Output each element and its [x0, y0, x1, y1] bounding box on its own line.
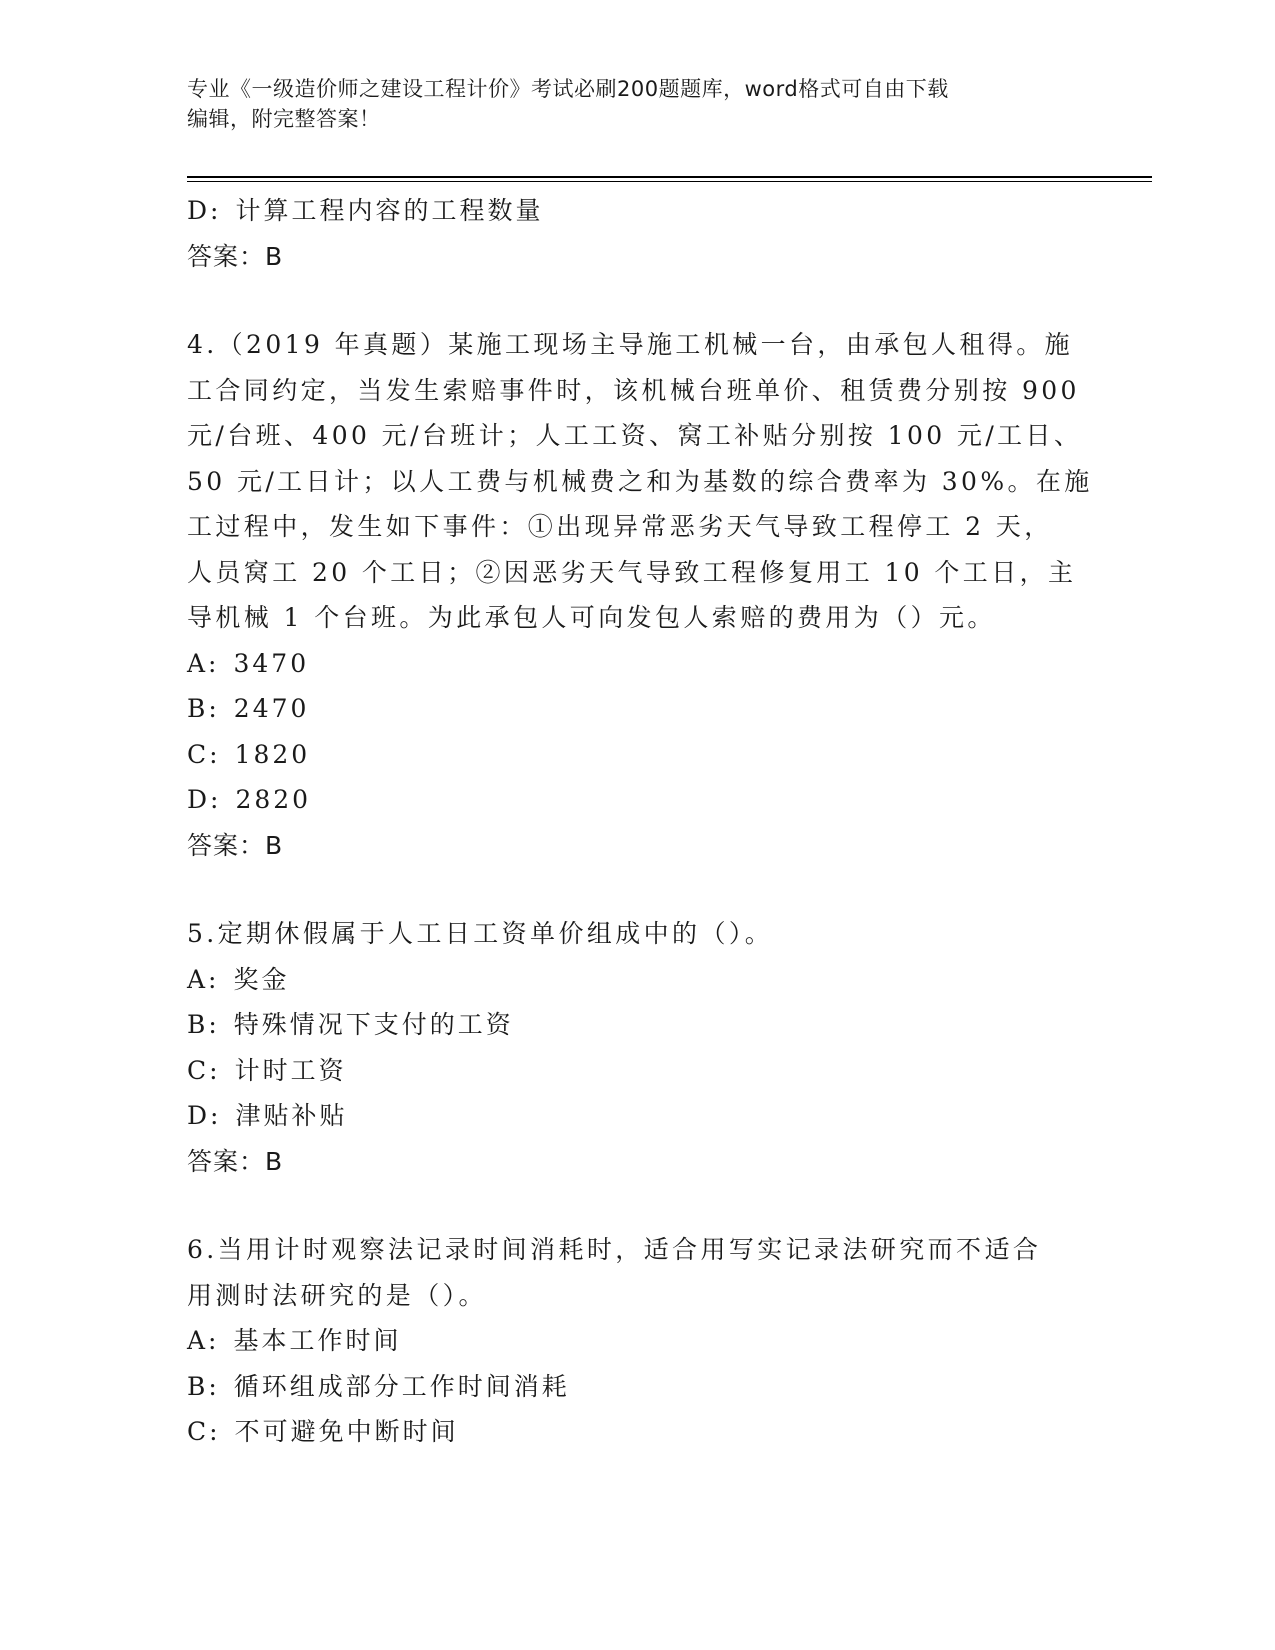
option-text: 奖金: [233, 964, 290, 994]
option-text: 2820: [235, 785, 312, 814]
option-key: D:: [187, 196, 222, 225]
option-b: [187, 1364, 1087, 1410]
option-text: 循环组成部分工作时间消耗: [233, 1371, 570, 1401]
option-text: 计时工资: [234, 1055, 347, 1085]
option-key: D:: [187, 785, 222, 814]
option-b: [187, 1002, 1087, 1048]
stem-line: 5.定期休假属于人工日工资单价组成中的（）。: [187, 919, 774, 948]
answer-line: 答案：B: [187, 830, 284, 860]
option-text: 特殊情况下支付的工资: [233, 1010, 514, 1039]
document-body: [187, 188, 1093, 1455]
option-a: [187, 957, 1087, 1003]
question-6: [187, 1227, 1087, 1455]
option-d: [187, 1093, 1087, 1139]
option-key: B:: [187, 694, 220, 723]
stem-line: 50 元/工日计；以人工费与机械费之和为基数的综合费率为 30%。在施: [187, 466, 1093, 496]
stem-line: 用测时法研究的是（）。: [187, 1280, 487, 1310]
option-key: A:: [187, 964, 220, 994]
question-5: [187, 911, 1087, 1184]
option-text: 2470: [233, 694, 310, 723]
option-text: 1820: [234, 739, 311, 769]
option-d: [187, 188, 1087, 234]
header-divider-thin: [187, 181, 1152, 182]
header-line-2: 编辑，附完整答案！: [187, 107, 381, 131]
option-c: [187, 1048, 1087, 1094]
option-c: [187, 1409, 1087, 1455]
option-key: C:: [187, 1055, 221, 1085]
question-stem: [187, 1227, 1087, 1318]
option-a: [187, 1318, 1087, 1364]
option-key: C:: [187, 739, 221, 769]
answer-line: 答案：B: [187, 1146, 284, 1176]
option-text: 计算工程内容的工程数量: [235, 196, 544, 225]
option-d: [187, 777, 1087, 823]
stem-line: 6.当用计时观察法记录时间消耗时，适合用写实记录法研究而不适合: [187, 1235, 1042, 1264]
option-key: A:: [187, 1326, 220, 1355]
stem-line: 导机械 1 个台班。为此承包人可向发包人索赔的费用为（）元。: [187, 603, 996, 632]
header-line-1: 专业《一级造价师之建设工程计价》考试必刷200题题库，word格式可自由下载: [187, 77, 949, 101]
header-divider-thick: [187, 176, 1152, 178]
option-key: B:: [187, 1371, 220, 1401]
option-key: C:: [187, 1417, 221, 1446]
option-key: B:: [187, 1010, 220, 1039]
stem-line: 4.（2019 年真题）某施工现场主导施工机械一台，由承包人租得。施: [187, 330, 1074, 359]
question-3-tail: [187, 188, 1087, 279]
stem-line: 工过程中，发生如下事件：①出现异常恶劣天气导致工程停工 2 天，: [187, 512, 1053, 541]
option-key: A:: [187, 648, 220, 678]
option-c: [187, 732, 1087, 778]
stem-line: 人员窝工 20 个工日；②因恶劣天气导致工程修复用工 10 个工日，主: [187, 557, 1077, 587]
option-text: 基本工作时间: [233, 1326, 402, 1355]
question-4: [187, 322, 1093, 868]
option-b: [187, 686, 1087, 732]
stem-line: 元/台班、400 元/台班计；人工工资、窝工补贴分别按 100 元/工日、: [187, 421, 1083, 450]
answer-line: 答案：B: [187, 241, 284, 271]
question-stem: [187, 911, 1087, 957]
stem-line: 工合同约定，当发生索赔事件时，该机械台班单价、租赁费分别按 900: [187, 375, 1080, 405]
option-text: 不可避免中断时间: [234, 1417, 459, 1446]
option-text: 津贴补贴: [235, 1101, 348, 1130]
question-stem: [187, 322, 1093, 641]
option-a: [187, 641, 1087, 687]
option-key: D:: [187, 1101, 222, 1130]
document-header: [187, 74, 1087, 134]
option-text: 3470: [233, 648, 310, 678]
